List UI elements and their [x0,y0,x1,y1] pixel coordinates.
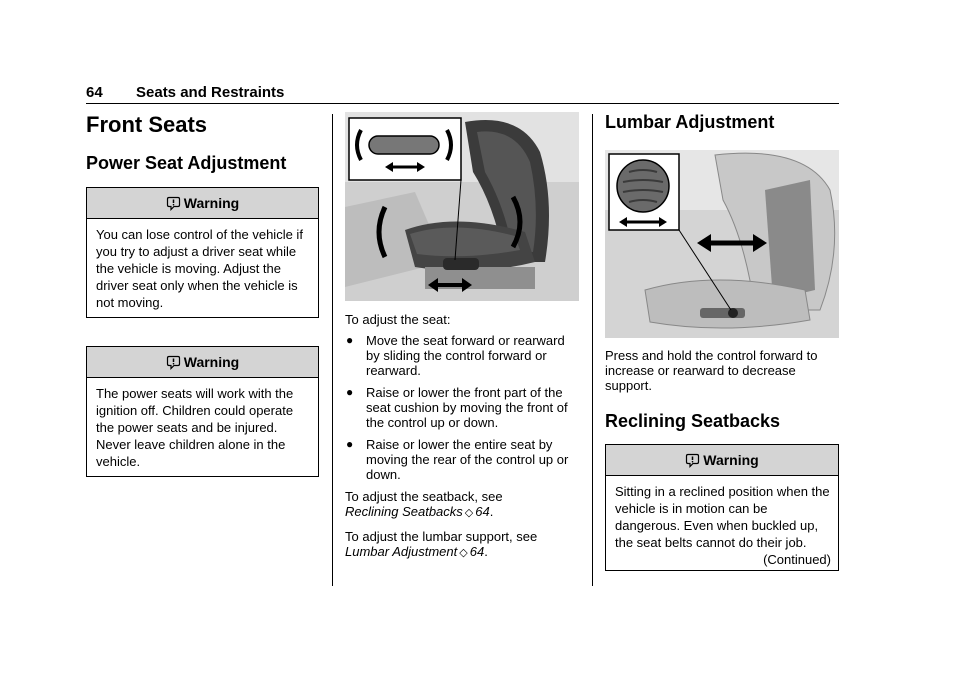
warning-box-2 [86,346,319,477]
column-divider-2 [592,114,593,586]
subsection-title-power-seat: Power Seat Adjustment [86,153,287,173]
warning-text: Sitting in a reclined position when the vehicle is in motion can be dangerous. Even when buckled up, the seat belts cannot do their job. (Continued) [615,484,831,567]
link-reclining-seatbacks[interactable]: Reclining Seatbacks [345,504,463,519]
xref-page[interactable]: 64 [475,504,490,519]
chapter-title: Seats and Restraints [136,84,285,101]
link-lumbar-adjustment[interactable]: Lumbar Adjustment [345,544,458,559]
list-item: ● Raise or lower the front part of the seat cushion by moving the front of the control up or down. [346,385,568,430]
section-title-front-seats: Front Seats [86,112,208,137]
warning-text: You can lose control of the vehicle if you try to adjust a driver seat while the vehicle is moving. Adjust the driver seat only when the vehicle is not moving. [96,227,303,310]
warning-box-3 [605,444,839,571]
bullet-glyph: ● [346,437,354,451]
lumbar-instructions: Press and hold the control forward to increase or rearward to decrease support. [605,348,818,393]
column-1 [86,112,319,477]
cross-reference-icon: ◇ [459,547,468,559]
warning-header [87,188,318,219]
warning-label: Warning [703,452,759,468]
power-seat-illustration [345,112,579,301]
seatback-reference: To adjust the seatback, see Reclining Seatbacks ◇ 64. [345,489,503,519]
column-3 [605,112,839,571]
adjust-intro: To adjust the seat: [345,312,451,327]
lumbar-reference: To adjust the lumbar support, see Lumbar Adjustment ◇ 64. [345,529,538,559]
continued-note: (Continued) [763,552,831,567]
list-item: ● Raise or lower the entire seat by moving the rear of the control up or down. [346,437,569,482]
column-2 [345,112,579,561]
warning-header [87,347,318,378]
header-rule [86,103,839,104]
page-number: 64 [86,84,103,101]
warning-icon [166,355,181,370]
cross-reference-icon: ◇ [464,507,474,519]
adjust-steps [345,333,579,482]
warning-box-1 [86,187,319,318]
lumbar-illustration [605,150,839,338]
subsection-title-reclining: Reclining Seatbacks [605,411,781,431]
warning-label: Warning [183,354,240,370]
running-header [86,84,284,101]
bullet-glyph: ● [346,385,354,399]
list-item: ● Move the seat forward or rearward by sliding the control forward or rearward. [346,333,565,378]
warning-icon [685,453,700,468]
warning-icon [166,196,181,211]
column-divider-1 [332,114,333,586]
bullet-glyph: ● [346,333,354,347]
warning-label: Warning [183,195,240,211]
xref-page[interactable]: 64 [469,544,485,559]
warning-text: The power seats will work with the ignition off. Children could operate the power seats and be injured. Never leave children alone in the vehicle. [96,386,294,469]
subsection-title-lumbar: Lumbar Adjustment [605,112,775,132]
warning-header [606,445,838,476]
